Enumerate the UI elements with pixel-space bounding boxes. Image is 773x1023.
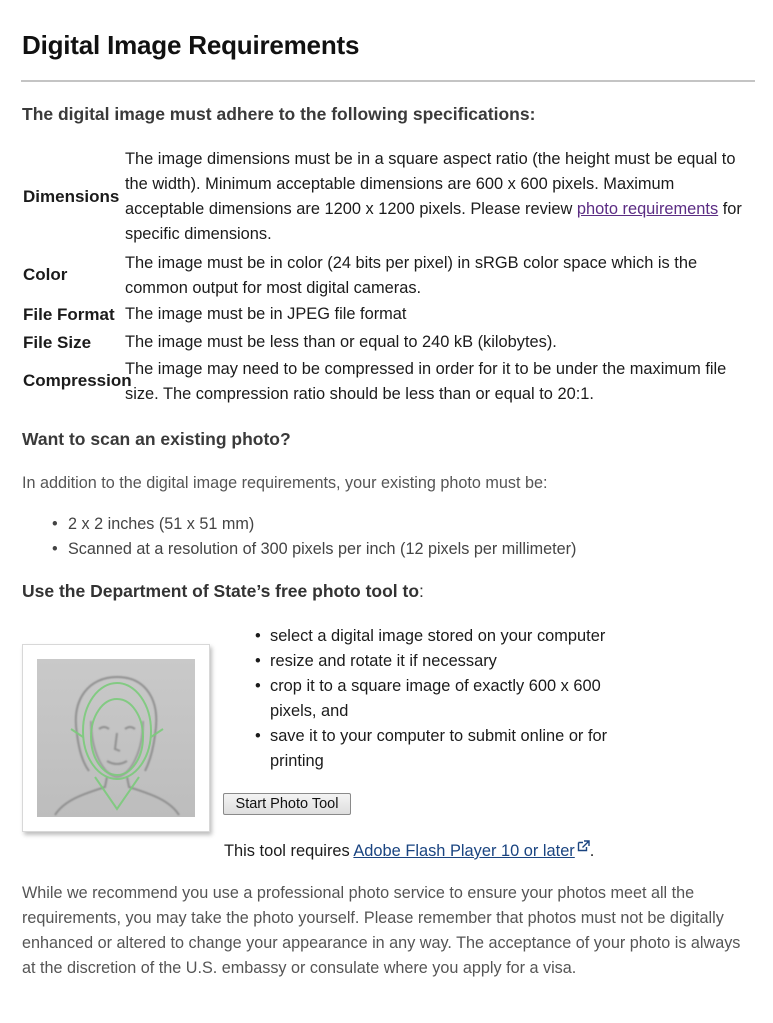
adobe-flash-link[interactable] bbox=[353, 842, 574, 860]
list-item: • crop it to a square image of exactly 600 x 600 pixels, and bbox=[252, 674, 632, 724]
adobe-flash-link-label: Adobe Flash Player 10 or later bbox=[353, 842, 575, 860]
scan-requirements-list bbox=[48, 512, 576, 562]
spec-definition: The image must be less than or equal to 240 kB (kilobytes). bbox=[125, 333, 557, 351]
external-link-icon bbox=[577, 838, 590, 857]
title-divider bbox=[21, 80, 755, 82]
spec-heading: The digital image must adhere to the following specifications: bbox=[22, 104, 536, 124]
spec-definition: The image must be in color (24 bits per pixel) in sRGB color space which is the common output for most digital cameras. bbox=[125, 254, 698, 297]
spec-term: File Format bbox=[23, 305, 115, 324]
list-item: • resize and rotate it if necessary bbox=[252, 649, 632, 674]
flash-note-text: This tool requires bbox=[224, 842, 354, 860]
page-title: Digital Image Requirements bbox=[22, 30, 360, 60]
spec-definition: The image must be in JPEG file format bbox=[125, 305, 407, 323]
portrait-sample-image bbox=[22, 644, 210, 832]
photo-tool-heading-colon: : bbox=[419, 581, 424, 601]
spec-term: Dimensions bbox=[23, 187, 120, 206]
photo-tool-heading bbox=[22, 581, 424, 602]
scan-heading: Want to scan an existing photo? bbox=[22, 429, 291, 449]
list-item: • Scanned at a resolution of 300 pixels per inch (12 pixels per millimeter) bbox=[48, 537, 576, 562]
photo-tool-features-list bbox=[252, 624, 632, 774]
spec-definition-text: The image dimensions must be in a square aspect ratio (the height must be equal to the width). Minimum acceptable dimensions are 600 x 600 pixels. Maximum acceptable dimensions are 1200 x 1200 pixels. Please review bbox=[125, 150, 736, 218]
spec-term: File Size bbox=[23, 333, 92, 352]
spec-term: Compression bbox=[23, 371, 132, 390]
start-photo-tool-button[interactable]: Start Photo Tool bbox=[223, 793, 351, 815]
flash-requirement-note bbox=[224, 838, 594, 861]
list-item: • save it to your computer to submit online or for printing bbox=[252, 724, 632, 774]
spec-term: Color bbox=[23, 265, 68, 284]
photo-requirements-link[interactable]: photo requirements bbox=[576, 200, 719, 218]
spec-definition: The image may need to be compressed in order for it to be under the maximum file size. The compression ratio should be less than or equal to 20:1. bbox=[125, 360, 727, 403]
spec-definition-text-end: for specific dimensions. bbox=[125, 200, 742, 243]
footer-disclaimer: While we recommend you use a professional photo service to ensure your photos meet all the requirements, you may take the photo yourself. Please remember that photos must not be digitally enhanced or altered to change your appearance in any way. The acceptance of your photo is always at the discretion of the U.S. embassy or consulate where you apply for a visa. bbox=[22, 884, 741, 977]
flash-note-period: . bbox=[589, 842, 595, 860]
photo-tool-heading-text: Use the Department of State’s free photo tool to bbox=[22, 581, 420, 601]
list-item: • 2 x 2 inches (51 x 51 mm) bbox=[48, 512, 576, 537]
portrait-sample-icon bbox=[37, 659, 195, 817]
scan-intro: In addition to the digital image requirements, your existing photo must be: bbox=[22, 474, 548, 492]
spec-definition bbox=[125, 147, 752, 247]
list-item: • select a digital image stored on your computer bbox=[252, 624, 632, 649]
